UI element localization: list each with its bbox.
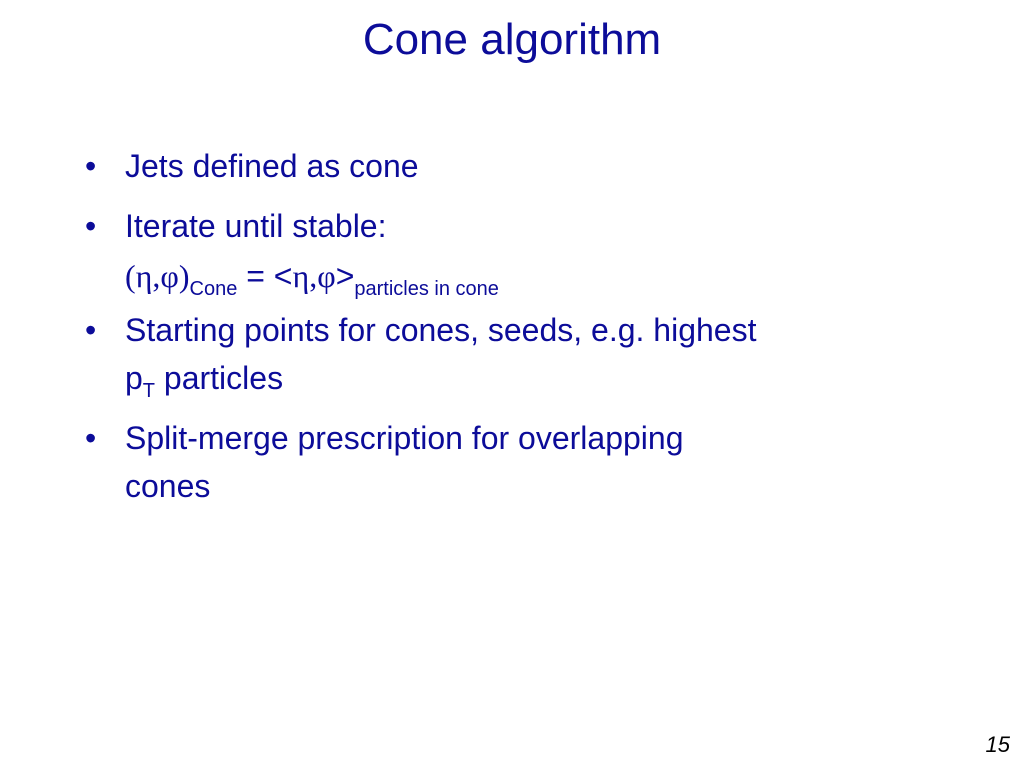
slide-number: 15	[985, 732, 1010, 757]
bullet-text: Starting points for cones, seeds, e.g. highest	[125, 312, 757, 348]
bullet-split-merge	[125, 414, 985, 462]
bullet-text: Jets defined as cone	[125, 148, 419, 184]
formula-rhs-close: >	[335, 258, 355, 294]
formula-rhs: η,φ	[292, 258, 336, 294]
bullet-jets-defined	[125, 142, 985, 190]
bullet-marker: •	[85, 208, 97, 244]
formula-lhs-subscript: Cone	[189, 278, 238, 300]
bullet-text: cones	[125, 468, 211, 504]
page-title: Cone algorithm	[362, 15, 662, 64]
cone-formula	[125, 252, 985, 305]
pt-symbol: p	[125, 360, 143, 396]
bullet-text: particles	[155, 360, 284, 396]
bullet-starting-points	[125, 306, 985, 354]
bullet-marker: •	[85, 148, 97, 184]
pt-subscript: T	[142, 380, 156, 402]
formula-lhs: (η,φ)	[125, 258, 190, 294]
bullet-iterate	[125, 202, 985, 250]
bullet-marker: •	[85, 420, 97, 456]
bullet-split-merge-line2	[125, 462, 985, 510]
formula-equals: = <	[237, 258, 293, 294]
bullet-text: Split-merge prescription for overlapping	[125, 420, 684, 456]
bullet-starting-points-line2	[125, 354, 985, 407]
formula-rhs-subscript: particles in cone	[354, 278, 499, 300]
bullet-marker: •	[85, 312, 97, 348]
bullet-text: Iterate until stable:	[125, 208, 387, 244]
